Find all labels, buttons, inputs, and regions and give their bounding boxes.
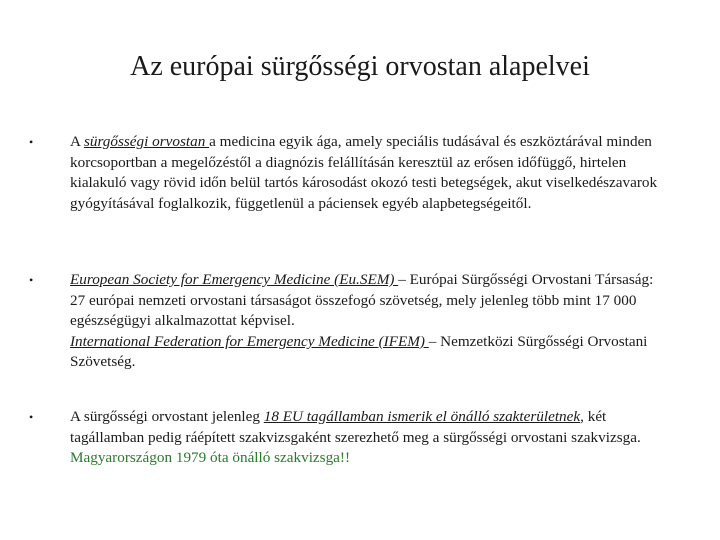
bullet-2-text-1: – Európai Sürgősségi Orvostani Társaság: 27 európai nemzeti orvostani társaságot összefogó szövetség, mely jelenleg több mint 17 000 egészségügyi alkalmazottat képvisel. [70,271,654,330]
bullet-3-text: , két tagállamban pedig ráépített szakvizsgaként szerezhető meg a sürgősségi orvostani szakvizsga. [70,408,641,446]
slide-title: Az európai sürgősségi orvostan alapelvei [130,51,590,82]
bullet-1-prefix: A [70,133,84,150]
emergency-medicine-link[interactable]: sürgősségi orvostan [83,133,210,150]
bullet-text [70,407,670,469]
eu-member-states-link[interactable]: 18 EU tagállamban ismerik el önálló szakterületnek [263,408,581,425]
bullet-3-prefix: A sürgősségi orvostant jelenleg [70,408,264,425]
bullet-dot: • [29,135,34,149]
bullet-text [70,132,670,214]
bullet-text [70,270,670,373]
hungary-highlight: Magyarországon 1979 óta önálló szakvizsga!! [70,449,351,467]
bullet-2-text-2: – Nemzetközi Sürgősségi Orvostani Szövetség. [70,332,648,371]
bullet-dot: • [29,410,34,424]
bullet-dot: • [29,273,34,287]
ifem-link[interactable]: International Federation for Emergency Medicine (IFEM) [70,332,429,350]
bullet-1-text: a medicina egyik ága, amely speciális tudásával és eszköztárával minden korcsoportban a megelőzéstől a diagnózis felállításán keresztül az erősen időfüggő, hirtelen kialakuló vagy rövid időn belül tartós károsodást okozó testi betegségek, akut viselkedészavarok gyógyításával foglalkozik, függetlenül a páciensek egyéb alapbetegségeitől. [70,133,658,212]
eusem-link[interactable]: European Society for Emergency Medicine (Eu.SEM) [70,271,399,288]
